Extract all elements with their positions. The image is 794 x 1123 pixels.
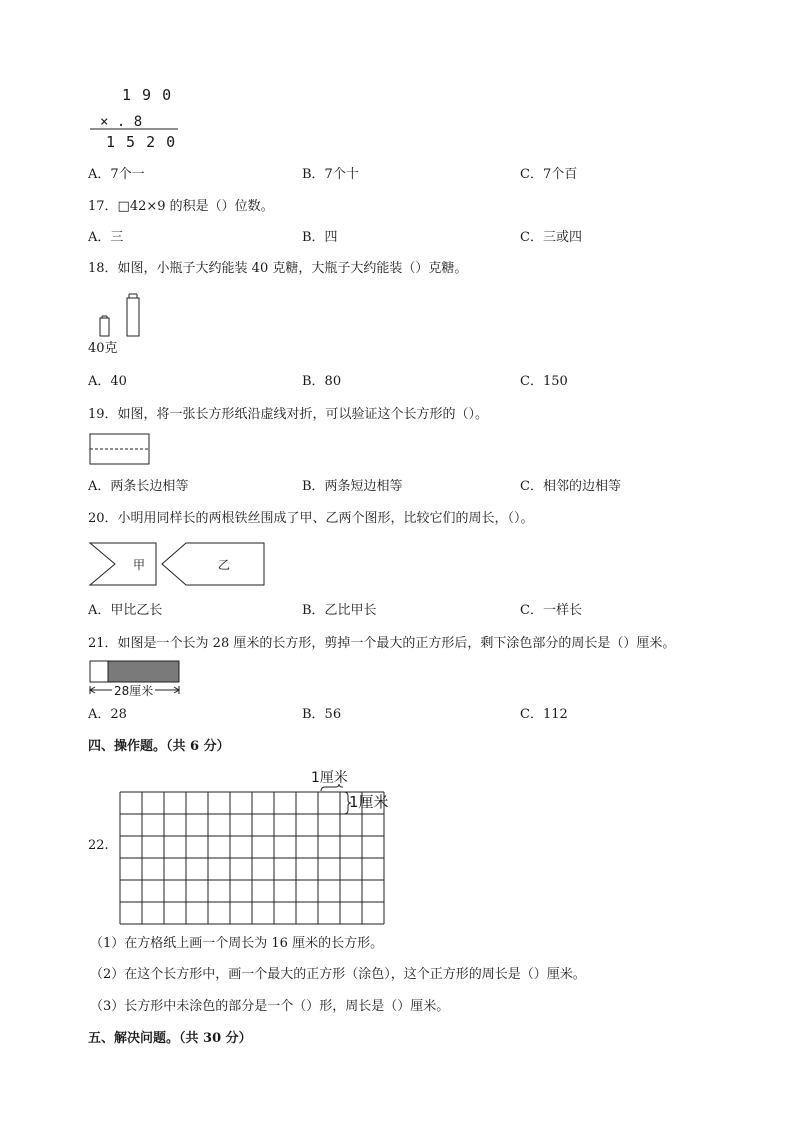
section-4-heading: 四、操作题。（共 6 分）: [88, 739, 230, 754]
q16-option-b[interactable]: B．7个十: [302, 167, 359, 182]
q17-option-b[interactable]: B．四: [302, 230, 338, 245]
q22-sub-1: （1）在方格纸上画一个周长为 16 厘米的长方形。: [90, 936, 384, 951]
q18-option-c[interactable]: C．150: [520, 374, 568, 389]
section-5-heading: 五、解决问题。（共 30 分）: [88, 1031, 252, 1046]
q21-option-c[interactable]: C．112: [520, 707, 568, 722]
q16-option-c[interactable]: C．7个百: [520, 167, 578, 182]
q19-stem: 19．如图，将一张长方形纸沿虚线对折，可以验证这个长方形的（）。: [88, 407, 489, 422]
q20-option-a[interactable]: A．甲比乙长: [88, 603, 163, 618]
q21-option-a[interactable]: A．28: [88, 707, 127, 722]
q18-option-a[interactable]: A．40: [88, 374, 127, 389]
q21-stem: 21．如图是一个长为 28 厘米的长方形，剪掉一个最大的正方形后，剩下涂色部分的周长是（）厘米。: [88, 636, 676, 651]
q21-option-b[interactable]: B．56: [302, 707, 342, 722]
brace-side: [344, 792, 351, 814]
q17-option-c[interactable]: C．三或四: [520, 230, 582, 245]
q22-number: 22.: [88, 838, 109, 853]
shape-jia-label: 甲: [133, 558, 146, 572]
q18-option-b[interactable]: B．80: [302, 374, 342, 389]
q19-option-a[interactable]: A．两条长边相等: [88, 479, 189, 494]
small-bottle-label: 40克: [88, 341, 118, 356]
unit-label-top: 1厘米: [311, 770, 348, 786]
dimension-label: 28厘米: [114, 684, 154, 698]
brace-top: [321, 784, 343, 791]
q17-stem: 17．□42×9 的积是（）位数。: [88, 199, 274, 214]
q20-option-b[interactable]: B．乙比甲长: [302, 603, 377, 618]
unit-label-side: 1厘米: [349, 793, 389, 811]
q19-option-c[interactable]: C．相邻的边相等: [520, 479, 621, 494]
q20-stem: 20．小明用同样长的两根铁丝围成了甲、乙两个图形，比较它们的周长，（）。: [88, 511, 534, 526]
shape-yi-label: 乙: [218, 558, 231, 572]
q20-option-c[interactable]: C．一样长: [520, 603, 582, 618]
multiplier: × . 8: [100, 114, 143, 130]
multiplicand: 1 9 0: [122, 86, 173, 104]
q22-sub-2: （2）在这个长方形中，画一个最大的正方形（涂色），这个正方形的周长是（）厘米。: [90, 967, 586, 982]
q22-sub-3: （3）长方形中未涂色的部分是一个（）形，周长是（）厘米。: [90, 999, 450, 1014]
q16-option-a[interactable]: A．7个一: [88, 167, 145, 182]
grid-lines: [120, 792, 384, 924]
q18-stem: 18．如图，小瓶子大约能装 40 克糖，大瓶子大约能装（）克糖。: [88, 261, 468, 276]
q19-option-b[interactable]: B．两条短边相等: [302, 479, 403, 494]
q17-option-a[interactable]: A．三: [88, 230, 124, 245]
product: 1 5 2 0: [106, 133, 177, 151]
